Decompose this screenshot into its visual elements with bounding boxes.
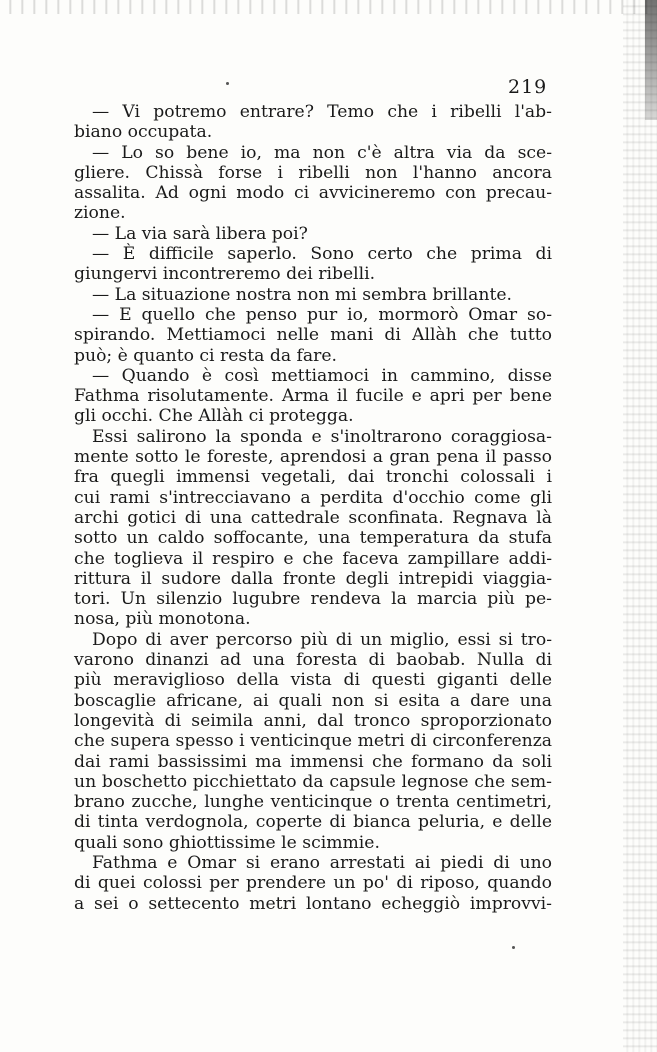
text-line: tori. Un silenzio lugubre rendeva la marcia più pe- xyxy=(74,589,552,610)
text-line: quali sono ghiottissime le scimmie. xyxy=(74,832,380,853)
text-line: biano occupata. xyxy=(74,122,213,143)
text-line: longevità di seimila anni, dal tronco sproporzionato xyxy=(74,710,552,731)
text-line: — Quando è così mettiamoci in cammino, disse xyxy=(92,365,552,386)
text-line: dai rami bassissimi ma immensi che formano da soli xyxy=(74,751,552,772)
text-line: cui rami s'intrecciavano a perdita d'occhio come gli xyxy=(74,487,552,508)
text-line: Dopo di aver percorso più di un miglio, essi si tro- xyxy=(92,629,552,650)
text-line: che toglieva il respiro e che faceva zampillare addi- xyxy=(74,548,552,569)
text-line: gli occhi. Che Allàh ci protegga. xyxy=(74,406,354,427)
text-line: zione. xyxy=(74,203,126,224)
text-line: brano zucche, lunghe venticinque o trenta centimetri, xyxy=(74,792,552,813)
text-line: — Vi potremo entrare? Temo che i ribelli l'ab- xyxy=(92,102,552,122)
text-line: varono dinanzi ad una foresta di baobab. Nulla di xyxy=(74,650,552,671)
text-line: rittura il sudore dalla fronte degli intrepidi viaggia- xyxy=(74,568,552,589)
text-line: sotto un caldo soffocante, una temperatura da stufa xyxy=(74,528,552,549)
text-line: fra quegli immensi vegetali, dai tronchi colossali i xyxy=(74,467,552,488)
text-line: — La via sarà libera poi? xyxy=(92,223,308,244)
text-line: più meraviglioso della vista di questi giganti delle xyxy=(74,670,552,691)
scan-top-edge xyxy=(0,0,657,14)
text-line: — È difficile saperlo. Sono certo che prima di xyxy=(92,244,552,265)
text-line: Fathma risolutamente. Arma il fucile e apri per bene xyxy=(74,386,552,407)
page-number: 219 xyxy=(508,76,548,98)
text-line: — La situazione nostra non mi sembra brillante. xyxy=(92,284,512,305)
text-line: — Lo so bene io, ma non c'è altra via da sce- xyxy=(92,142,552,163)
text-line: di quei colossi per prendere un po' di riposo, quando xyxy=(74,873,552,894)
text-line: può; è quanto ci resta da fare. xyxy=(74,345,337,366)
text-line: di tinta verdognola, coperte di bianca peluria, e delle xyxy=(74,812,552,833)
text-line: Essi salirono la sponda e s'inoltrarono coraggiosa- xyxy=(92,426,552,447)
text-line: boscaglie africane, ai quali non si esita a dare una xyxy=(74,690,552,711)
text-line: che supera spesso i venticinque metri di circonferenza xyxy=(74,731,552,752)
text-line: gliere. Chissà forse i ribelli non l'hanno ancora xyxy=(74,162,552,183)
text-line: un boschetto picchiettato da capsule legnose che sem- xyxy=(74,771,552,792)
text-line: archi gotici di una cattedrale sconfinata. Regnava là xyxy=(74,507,552,528)
scan-speck xyxy=(512,946,515,949)
scan-binding-edge xyxy=(623,0,657,1052)
scan-binding-shadow xyxy=(645,0,657,120)
text-line: mente sotto le foreste, aprendosi a gran pena il passo xyxy=(74,447,552,468)
scan-speck xyxy=(226,82,229,85)
text-line: — E quello che penso pur io, mormorò Omar so- xyxy=(92,304,552,325)
text-line: assalita. Ad ogni modo ci avvicineremo con precau- xyxy=(74,183,552,204)
text-line: giungervi incontreremo dei ribelli. xyxy=(74,264,376,285)
text-line: a sei o settecento metri lontano echeggiò improvvi- xyxy=(74,893,552,914)
body-text xyxy=(74,102,552,914)
text-line: spirando. Mettiamoci nelle mani di Allàh che tutto xyxy=(74,325,552,346)
text-line: Fathma e Omar si erano arrestati ai piedi di uno xyxy=(92,852,552,873)
text-line: nosa, più monotona. xyxy=(74,609,251,630)
